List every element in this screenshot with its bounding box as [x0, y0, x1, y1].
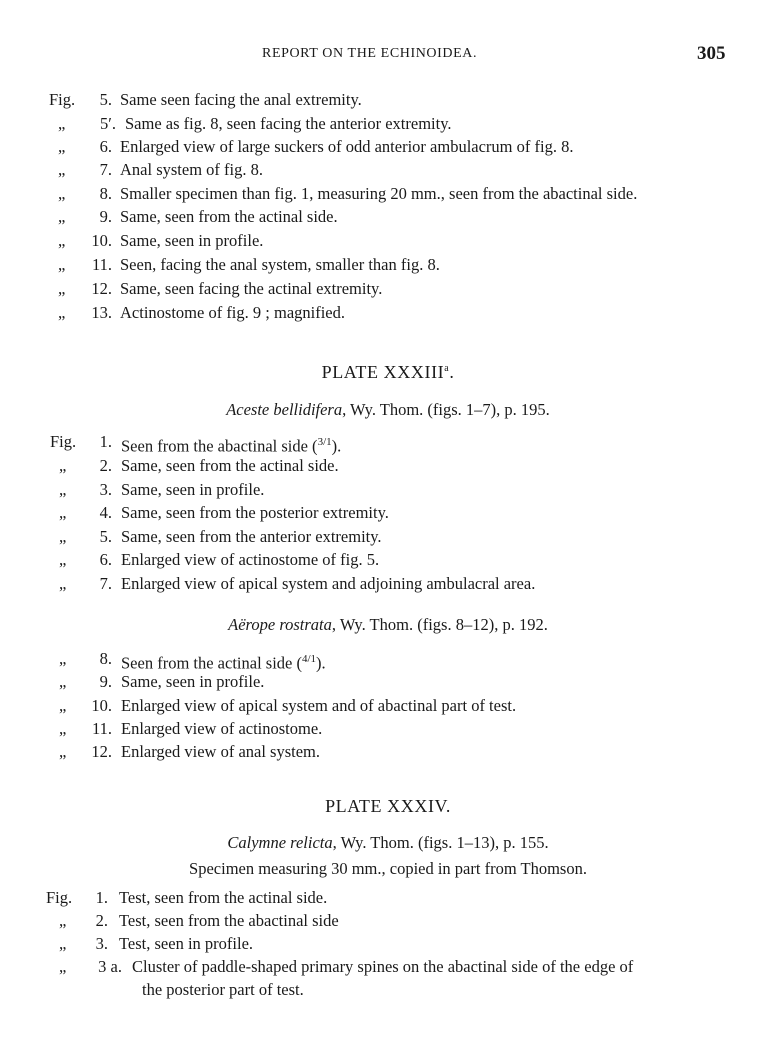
ditto-mark: „ [59, 934, 67, 953]
figure-number: 11. [91, 719, 112, 738]
ditto-mark: „ [58, 160, 66, 179]
figure-caption: Same, seen in profile. [121, 672, 265, 691]
figure-caption: Anal system of fig. 8. [120, 160, 263, 179]
ditto-mark: „ [59, 696, 67, 715]
species-heading [0, 615, 776, 635]
figure-number: 6. [99, 550, 112, 569]
figure-entry [0, 135, 776, 159]
figure-caption: Smaller specimen than fig. 1, measuring 20 mm., seen from the abactinal side. [120, 184, 638, 203]
figure-entry [0, 909, 776, 933]
figure-entry [0, 501, 776, 525]
figure-caption: Same, seen from the actinal side. [121, 456, 339, 475]
figure-number: 3. [95, 934, 108, 953]
figure-entry [0, 277, 776, 301]
figure-entry [0, 548, 776, 572]
running-title: REPORT ON THE ECHINOIDEA. [262, 46, 478, 61]
species-authority: , Wy. Thom. (figs. 1–7), p. 195. [342, 400, 550, 419]
ditto-mark: „ [59, 480, 67, 499]
ditto-mark: „ [59, 957, 67, 976]
figure-number: 5. [99, 90, 112, 109]
figure-caption: Same, seen in profile. [121, 480, 265, 499]
figure-entry [0, 932, 776, 956]
plate-title [0, 796, 776, 817]
figure-entry [0, 717, 776, 741]
figure-entry [0, 647, 776, 671]
ditto-mark: „ [59, 911, 67, 930]
figure-number: 10. [91, 696, 112, 715]
figure-entry [0, 694, 776, 718]
figure-caption: the posterior part of test. [142, 980, 304, 999]
figure-number: 3. [99, 480, 112, 499]
figure-number: 5. [99, 527, 112, 546]
figure-caption: Cluster of paddle-shaped primary spines on the abactinal side of the edge of [132, 957, 634, 976]
figure-number: 11. [91, 255, 112, 274]
figure-caption: Seen from the abactinal side ($^{3/1}$). [121, 436, 342, 456]
figure-number: 13. [91, 303, 112, 322]
figure-caption: Same seen facing the anal extremity. [120, 90, 362, 109]
ditto-mark: „ [58, 184, 66, 203]
figure-caption: Test, seen from the abactinal side [119, 911, 339, 930]
figure-caption: Seen, facing the anal system, smaller than fig. 8. [120, 255, 440, 274]
figure-entry [0, 182, 776, 206]
figure-number: 10. [91, 231, 112, 250]
plate-title-text: PLATE XXXIII [321, 362, 445, 382]
ditto-mark: „ [58, 137, 66, 156]
figure-caption: Same as fig. 8, seen facing the anterior extremity. [125, 114, 452, 133]
page-header [0, 43, 776, 70]
figure-entry [0, 886, 776, 910]
ditto-mark: „ [58, 303, 66, 322]
figure-entry [0, 229, 776, 253]
page-number: 305 [697, 43, 726, 64]
figure-number: 9. [99, 672, 112, 691]
figure-entry [0, 955, 776, 979]
figure-caption: Test, seen in profile. [119, 934, 254, 953]
figure-entry [0, 205, 776, 229]
figure-caption: Enlarged view of apical system and of abactinal part of test. [121, 696, 517, 715]
ditto-mark: „ [59, 672, 67, 691]
figure-entry [0, 430, 776, 454]
figure-prefix: Fig. [49, 90, 76, 109]
plate-title: PLATE XXXIII$^a$. [321, 362, 455, 382]
plate-title-superscript: a [444, 363, 450, 374]
ditto-mark: „ [58, 207, 66, 226]
ditto-mark: „ [58, 231, 66, 250]
figure-number: 7. [99, 160, 112, 179]
figure-caption: Same, seen from the posterior extremity. [121, 503, 389, 522]
figure-entry [0, 112, 776, 136]
specimen-note: Specimen measuring 30 mm., copied in part from Thomson. [189, 859, 587, 878]
figure-caption: Actinostome of fig. 9 ; magnified. [120, 303, 345, 322]
figure-prefix: Fig. [46, 888, 73, 907]
figure-caption: Same, seen from the actinal side. [120, 207, 338, 226]
species-name: Calymne relicta [227, 833, 333, 852]
figure-number: 8. [99, 184, 112, 203]
figure-number: 9. [99, 207, 112, 226]
ditto-mark: „ [59, 719, 67, 738]
figure-caption: Test, seen from the actinal side. [119, 888, 328, 907]
ditto-mark: „ [59, 550, 67, 569]
figure-caption-continuation [0, 978, 776, 1002]
figure-caption: Enlarged view of actinostome. [121, 719, 323, 738]
figure-caption: Same, seen facing the actinal extremity. [120, 279, 383, 298]
ditto-mark: „ [59, 527, 67, 546]
figure-caption: Enlarged view of actinostome of fig. 5. [121, 550, 380, 569]
figure-entry [0, 454, 776, 478]
figure-entry [0, 478, 776, 502]
species-heading [0, 833, 776, 853]
figure-entry [0, 253, 776, 277]
figure-number: 1. [95, 888, 108, 907]
ditto-mark: „ [59, 456, 67, 475]
figure-number: 1. [99, 432, 112, 451]
ditto-mark: „ [59, 574, 67, 593]
figure-entry [0, 670, 776, 694]
ditto-mark: „ [59, 649, 67, 668]
species-name: Aceste bellidifera [226, 400, 343, 419]
figure-prefix: Fig. [50, 432, 77, 451]
magnification-fraction: 3/1 [317, 436, 332, 448]
figure-number: 3 a. [98, 957, 122, 976]
magnification-fraction: 4/1 [301, 653, 317, 665]
figure-number: 12. [91, 742, 112, 761]
ditto-mark: „ [58, 255, 66, 274]
figure-caption: Enlarged view of large suckers of odd anterior ambulacrum of fig. 8. [120, 137, 574, 156]
figure-number: 6. [99, 137, 112, 156]
figure-number: 4. [99, 503, 112, 522]
figure-number: 7. [99, 574, 112, 593]
species-authority: , Wy. Thom. (figs. 8–12), p. 192. [331, 615, 548, 634]
figure-caption: Enlarged view of anal system. [121, 742, 321, 761]
figure-caption: Seen from the actinal side ($^{4/1}$). [121, 653, 326, 673]
figure-number: 2. [95, 911, 108, 930]
figure-entry [0, 88, 776, 112]
figure-entry [0, 301, 776, 325]
figure-entry [0, 525, 776, 549]
ditto-mark: „ [58, 114, 66, 133]
ditto-mark: „ [59, 742, 67, 761]
figure-entry [0, 740, 776, 764]
figure-number: 5′. [100, 114, 116, 133]
figure-caption: Same, seen in profile. [120, 231, 264, 250]
species-name: Aërope rostrata [228, 615, 332, 634]
species-heading [0, 400, 776, 420]
ditto-mark: „ [58, 279, 66, 298]
figure-number: 2. [99, 456, 112, 475]
figure-caption: Enlarged view of apical system and adjoining ambulacral area. [121, 574, 536, 593]
figure-number: 12. [91, 279, 112, 298]
figure-entry [0, 158, 776, 182]
ditto-mark: „ [59, 503, 67, 522]
figure-entry [0, 572, 776, 596]
figure-number: 8. [99, 649, 112, 668]
plate-title-text: PLATE XXXIV. [325, 796, 451, 816]
species-authority: , Wy. Thom. (figs. 1–13), p. 155. [332, 833, 549, 852]
figure-caption: Same, seen from the anterior extremity. [121, 527, 382, 546]
